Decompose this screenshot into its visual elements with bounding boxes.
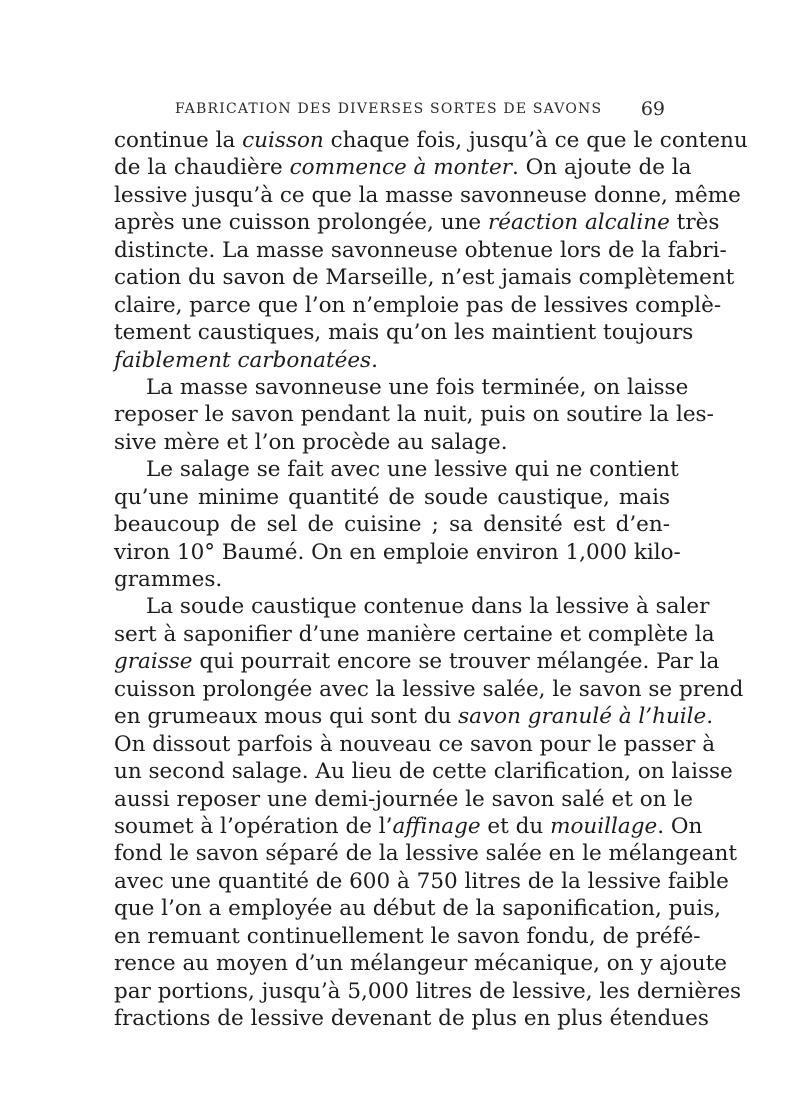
page-number: 69 (640, 98, 665, 120)
text-line: un second salage. Au lieu de cette clarification, on laisse (114, 759, 733, 785)
text-line: par portions, jusqu’à 5,000 litres de lessive, les dernières (114, 978, 742, 1004)
text-line: faiblement carbonatées. (114, 347, 378, 373)
text-line: après une cuisson prolongée, une réaction alcaline très (114, 210, 720, 236)
text-line: On dissout parfois à nouveau ce savon pour le passer à (114, 731, 716, 757)
text-line: reposer le savon pendant la nuit, puis on soutire la les- (114, 402, 714, 428)
running-header (175, 98, 665, 120)
text-line: grammes. (114, 567, 223, 592)
text-line: rence au moyen d’un mélangeur mécanique, on y ajoute (114, 951, 727, 977)
text-line: claire, parce que l’on n’emploie pas de lessives complè- (114, 292, 722, 318)
text-line: cation du savon de Marseille, n’est jamais complètement (114, 265, 735, 291)
text-line: aussi reposer une demi-journée le savon salé et on le (114, 786, 693, 812)
text-line: graisse qui pourrait encore se trouver mélangée. Par la (114, 649, 720, 675)
text-line: cuisson prolongée avec la lessive salée, le savon se prend (114, 676, 744, 702)
text-line: avec une quantité de 600 à 750 litres de la lessive faible (114, 868, 729, 894)
text-line: fond le savon séparé de la lessive salée en le mélangeant (114, 841, 737, 867)
text-line: de la chaudière commence à monter. On ajoute de la (114, 155, 692, 181)
text-line: que l’on a employée au début de la saponification, puis, (114, 896, 722, 922)
text-line: continue la cuisson chaque fois, jusqu’à ce que le contenu (114, 128, 748, 153)
text-line: tement caustiques, mais qu’on les maintient toujours (114, 320, 694, 346)
text-line: La masse savonneuse une fois terminée, on laisse (146, 374, 689, 400)
body-text (114, 127, 748, 1032)
text-line: en remuant continuellement le savon fondu, de préfé- (114, 923, 701, 949)
text-line: distincte. La masse savonneuse obtenue lors de la fabri- (114, 237, 727, 263)
text-line: qu’une minime quantité de soude caustique, mais (114, 484, 670, 510)
text-line: sert à saponifier d’une manière certaine et complète la (114, 621, 715, 647)
text-line: beaucoup de sel de cuisine ; sa densité est d’en- (114, 512, 670, 538)
text-line: fractions de lessive devenant de plus en plus étendues (114, 1006, 709, 1031)
text-line: lessive jusqu’à ce que la masse savonneuse donne, même (114, 182, 741, 208)
text-line: sive mère et l’on procède au salage. (114, 429, 508, 455)
running-title: FABRICATION DES DIVERSES SORTES DE SAVONS (175, 101, 603, 117)
text-line: viron 10° Baumé. On en emploie environ 1,000 kilo- (114, 539, 681, 565)
text-line: La soude caustique contenue dans la lessive à saler (146, 594, 710, 620)
text-line: en grumeaux mous qui sont du savon granulé à l’huile. (114, 704, 714, 730)
text-line: soumet à l’opération de l’affinage et du mouillage. On (114, 813, 703, 839)
text-line: Le salage se fait avec une lessive qui ne contient (146, 457, 679, 483)
